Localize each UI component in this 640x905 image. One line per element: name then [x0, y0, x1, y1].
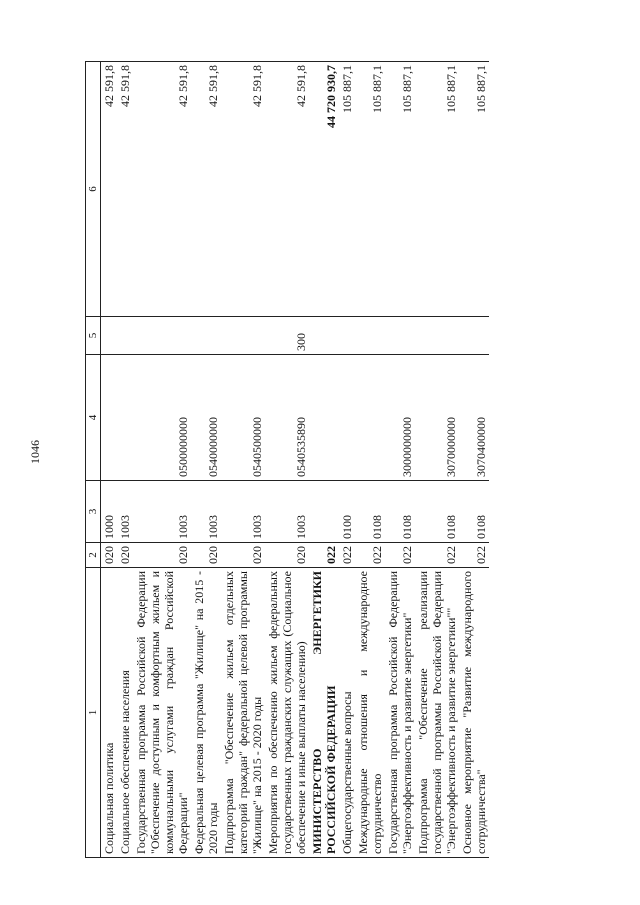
cell-c3: 0108: [355, 481, 385, 543]
cell-name: Подпрограмма "Обеспечение жильем отдельных категорий граждан" федеральной целевой программы "Жилище" на 2015 - 2020 годы: [221, 568, 265, 858]
cell-code: 020: [101, 543, 118, 568]
cell-c5: [101, 317, 118, 355]
cell-amount: 105 887,1: [385, 62, 415, 317]
table-row: [191, 62, 221, 858]
cell-c4: [101, 355, 118, 481]
cell-amount: 42 591,8: [265, 62, 309, 317]
cell-c4: 0540500000: [221, 355, 265, 481]
cell-c5: 300: [265, 317, 309, 355]
table-row: [309, 62, 339, 858]
cell-amount: 44 720 930,7: [309, 62, 339, 317]
cell-amount: 105 887,1: [355, 62, 385, 317]
table-row: [415, 62, 459, 858]
cell-code: 022: [385, 543, 415, 568]
cell-name: Мероприятия по обеспечению жильем федеральных государственных гражданских служащих (Социальное обеспечение и иные выплаты населению): [265, 568, 309, 858]
cell-name: Подпрограмма "Обеспечение реализации государственной программы Российской Федерации "Энергоэффективность и развитие энергетики"": [415, 568, 459, 858]
rotated-page: [85, 62, 620, 858]
cell-amount: 42 591,8: [191, 62, 221, 317]
cell-amount: 42 591,8: [221, 62, 265, 317]
cell-c4: [355, 355, 385, 481]
cell-c5: [133, 317, 191, 355]
cell-name: Государственная программа Российской Федерации "Энергоэффективность и развитие энергетики": [385, 568, 415, 858]
cell-amount: 42 591,8: [101, 62, 118, 317]
cell-c4: [339, 355, 355, 481]
page-number: 1046: [28, 440, 42, 464]
cell-c3: 1003: [133, 481, 191, 543]
cell-c3: 1003: [191, 481, 221, 543]
table-row: [459, 62, 489, 858]
cell-code: 020: [191, 543, 221, 568]
cell-c5: [339, 317, 355, 355]
cell-name: Основное мероприятие "Развитие международного сотрудничества": [459, 568, 489, 858]
budget-table: [85, 61, 489, 858]
cell-code: 022: [339, 543, 355, 568]
cell-c4: 3070000000: [415, 355, 459, 481]
table-body: [101, 62, 490, 858]
table-row: [385, 62, 415, 858]
cell-c5: [221, 317, 265, 355]
table-row: [265, 62, 309, 858]
cell-c3: 1000: [101, 481, 118, 543]
cell-code: 020: [133, 543, 191, 568]
cell-c4: 3000000000: [385, 355, 415, 481]
cell-c5: [385, 317, 415, 355]
cell-c4: 3070400000: [459, 355, 489, 481]
cell-code: 022: [309, 543, 339, 568]
cell-c3: 0108: [385, 481, 415, 543]
column-header: 1: [86, 568, 101, 858]
table-row: [355, 62, 385, 858]
cell-code: 020: [117, 543, 133, 568]
column-header: 6: [86, 62, 101, 317]
cell-c3: 0108: [459, 481, 489, 543]
cell-c3: 1003: [221, 481, 265, 543]
cell-c3: 1003: [117, 481, 133, 543]
cell-c5: [459, 317, 489, 355]
cell-c3: 0100: [339, 481, 355, 543]
cell-code: 022: [355, 543, 385, 568]
cell-name: МИНИСТЕРСТВО ЭНЕРГЕТИКИ РОССИЙСКОЙ ФЕДЕРАЦИИ: [309, 568, 339, 858]
cell-amount: 105 887,1: [415, 62, 459, 317]
cell-c3: 1003: [265, 481, 309, 543]
header-row: [86, 62, 101, 858]
cell-c5: [117, 317, 133, 355]
cell-c5: [309, 317, 339, 355]
table-row: [133, 62, 191, 858]
cell-name: Социальное обеспечение населения: [117, 568, 133, 858]
cell-c4: 0540000000: [191, 355, 221, 481]
cell-c4: [309, 355, 339, 481]
column-header: 4: [86, 355, 101, 481]
cell-amount: 42 591,8: [117, 62, 133, 317]
cell-name: Общегосударственные вопросы: [339, 568, 355, 858]
cell-code: 020: [265, 543, 309, 568]
cell-code: 020: [221, 543, 265, 568]
cell-amount: 105 887,1: [459, 62, 489, 317]
column-header: 5: [86, 317, 101, 355]
cell-name: Международные отношения и международное сотрудничество: [355, 568, 385, 858]
cell-c5: [191, 317, 221, 355]
column-header: 2: [86, 543, 101, 568]
cell-code: 022: [459, 543, 489, 568]
table-row: [117, 62, 133, 858]
cell-name: Социальная политика: [101, 568, 118, 858]
table-row: [339, 62, 355, 858]
cell-name: Государственная программа Российской Федерации "Обеспечение доступным и комфортным жильем и коммунальными услугами граждан Российской Федерации": [133, 568, 191, 858]
cell-c3: 0108: [415, 481, 459, 543]
cell-c5: [355, 317, 385, 355]
cell-c5: [415, 317, 459, 355]
cell-amount: 105 887,1: [339, 62, 355, 317]
cell-name: Федеральная целевая программа "Жилище" на 2015 - 2020 годы: [191, 568, 221, 858]
cell-c4: 0540535890: [265, 355, 309, 481]
cell-c4: [117, 355, 133, 481]
cell-code: 022: [415, 543, 459, 568]
table-row: [101, 62, 118, 858]
column-header: 3: [86, 481, 101, 543]
cell-c4: 0500000000: [133, 355, 191, 481]
cell-amount: 42 591,8: [133, 62, 191, 317]
table-row: [221, 62, 265, 858]
cell-c3: [309, 481, 339, 543]
